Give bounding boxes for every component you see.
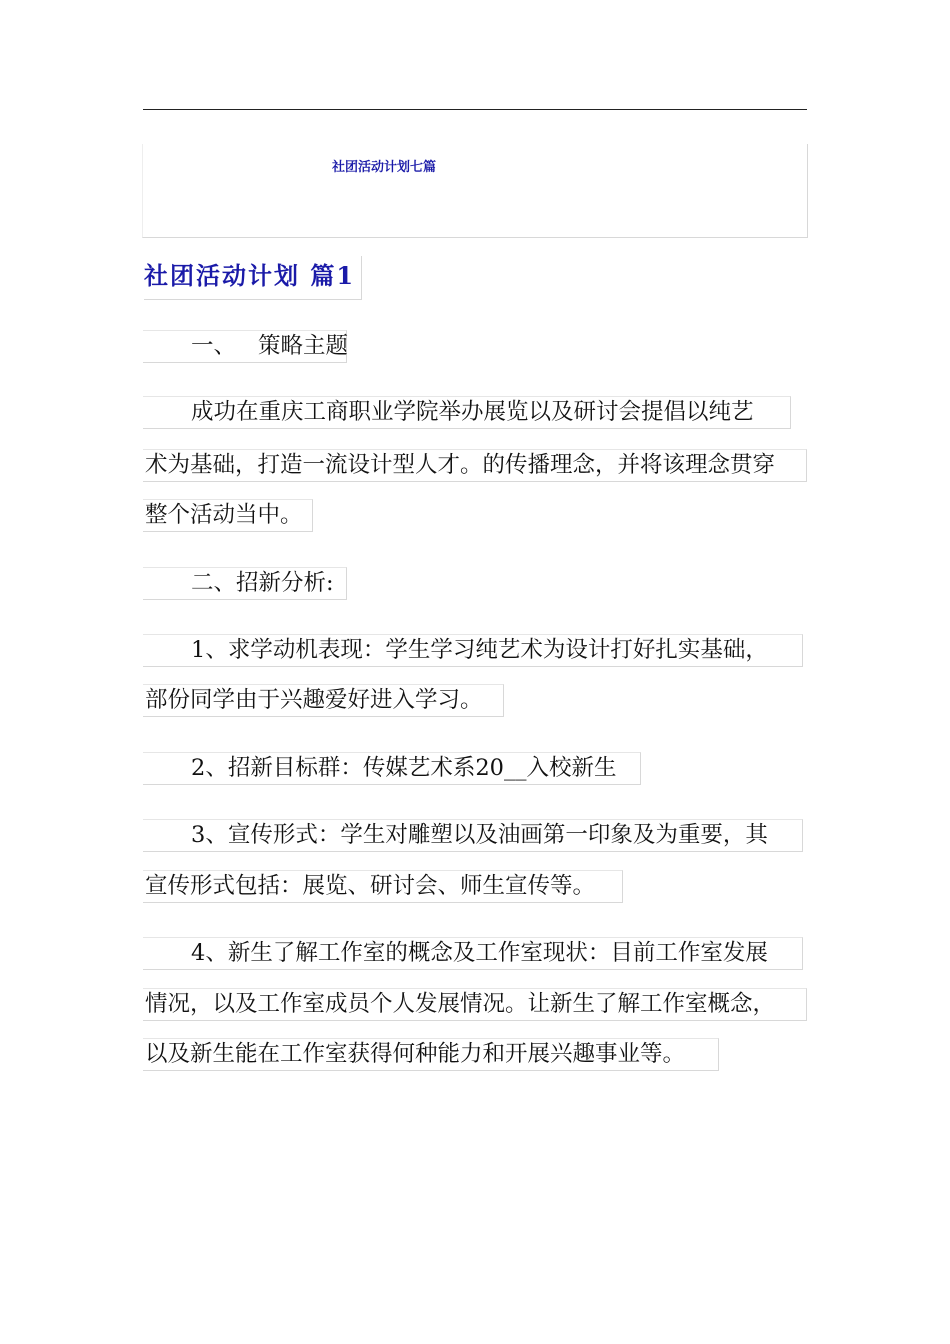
paragraph-line: 情况，以及工作室成员个人发展情况。让新生了解工作室概念，: [143, 988, 807, 1021]
paragraph-line: 部份同学由于兴趣爱好进入学习。: [143, 684, 504, 717]
paragraph-line: 成功在重庆工商职业学院举办展览以及研讨会提倡以纯艺: [143, 396, 791, 429]
list-item-label: 策略主题: [258, 333, 349, 359]
paragraph-line: 3、宣传形式：学生对雕塑以及油画第一印象及为重要，其: [143, 819, 803, 852]
paragraph-line: 4、新生了解工作室的概念及工作室现状：目前工作室发展: [143, 937, 803, 970]
paragraph-line: 二、招新分析:: [143, 567, 347, 600]
list-number: 一、: [191, 333, 237, 359]
paragraph-line: 以及新生能在工作室获得何种能力和开展兴趣事业等。: [143, 1038, 719, 1071]
section-heading: 社团活动计划 篇1: [144, 256, 362, 300]
paragraph-line: 1、求学动机表现：学生学习纯艺术为设计打好扎实基础，: [143, 634, 803, 667]
list-item-heading: [143, 330, 347, 363]
paragraph-line: 宣传形式包括：展览、研讨会、师生宣传等。: [143, 870, 623, 903]
paragraph-line: 2、招新目标群：传媒艺术系20__入校新生: [143, 752, 641, 785]
document-header: [142, 144, 808, 238]
paragraph-line: 术为基础，打造一流设计型人才。的传播理念，并将该理念贯穿: [143, 449, 807, 482]
document-title: 社团活动计划七篇: [332, 160, 437, 175]
top-rule: [143, 109, 807, 110]
paragraph-line: 整个活动当中。: [143, 499, 313, 532]
